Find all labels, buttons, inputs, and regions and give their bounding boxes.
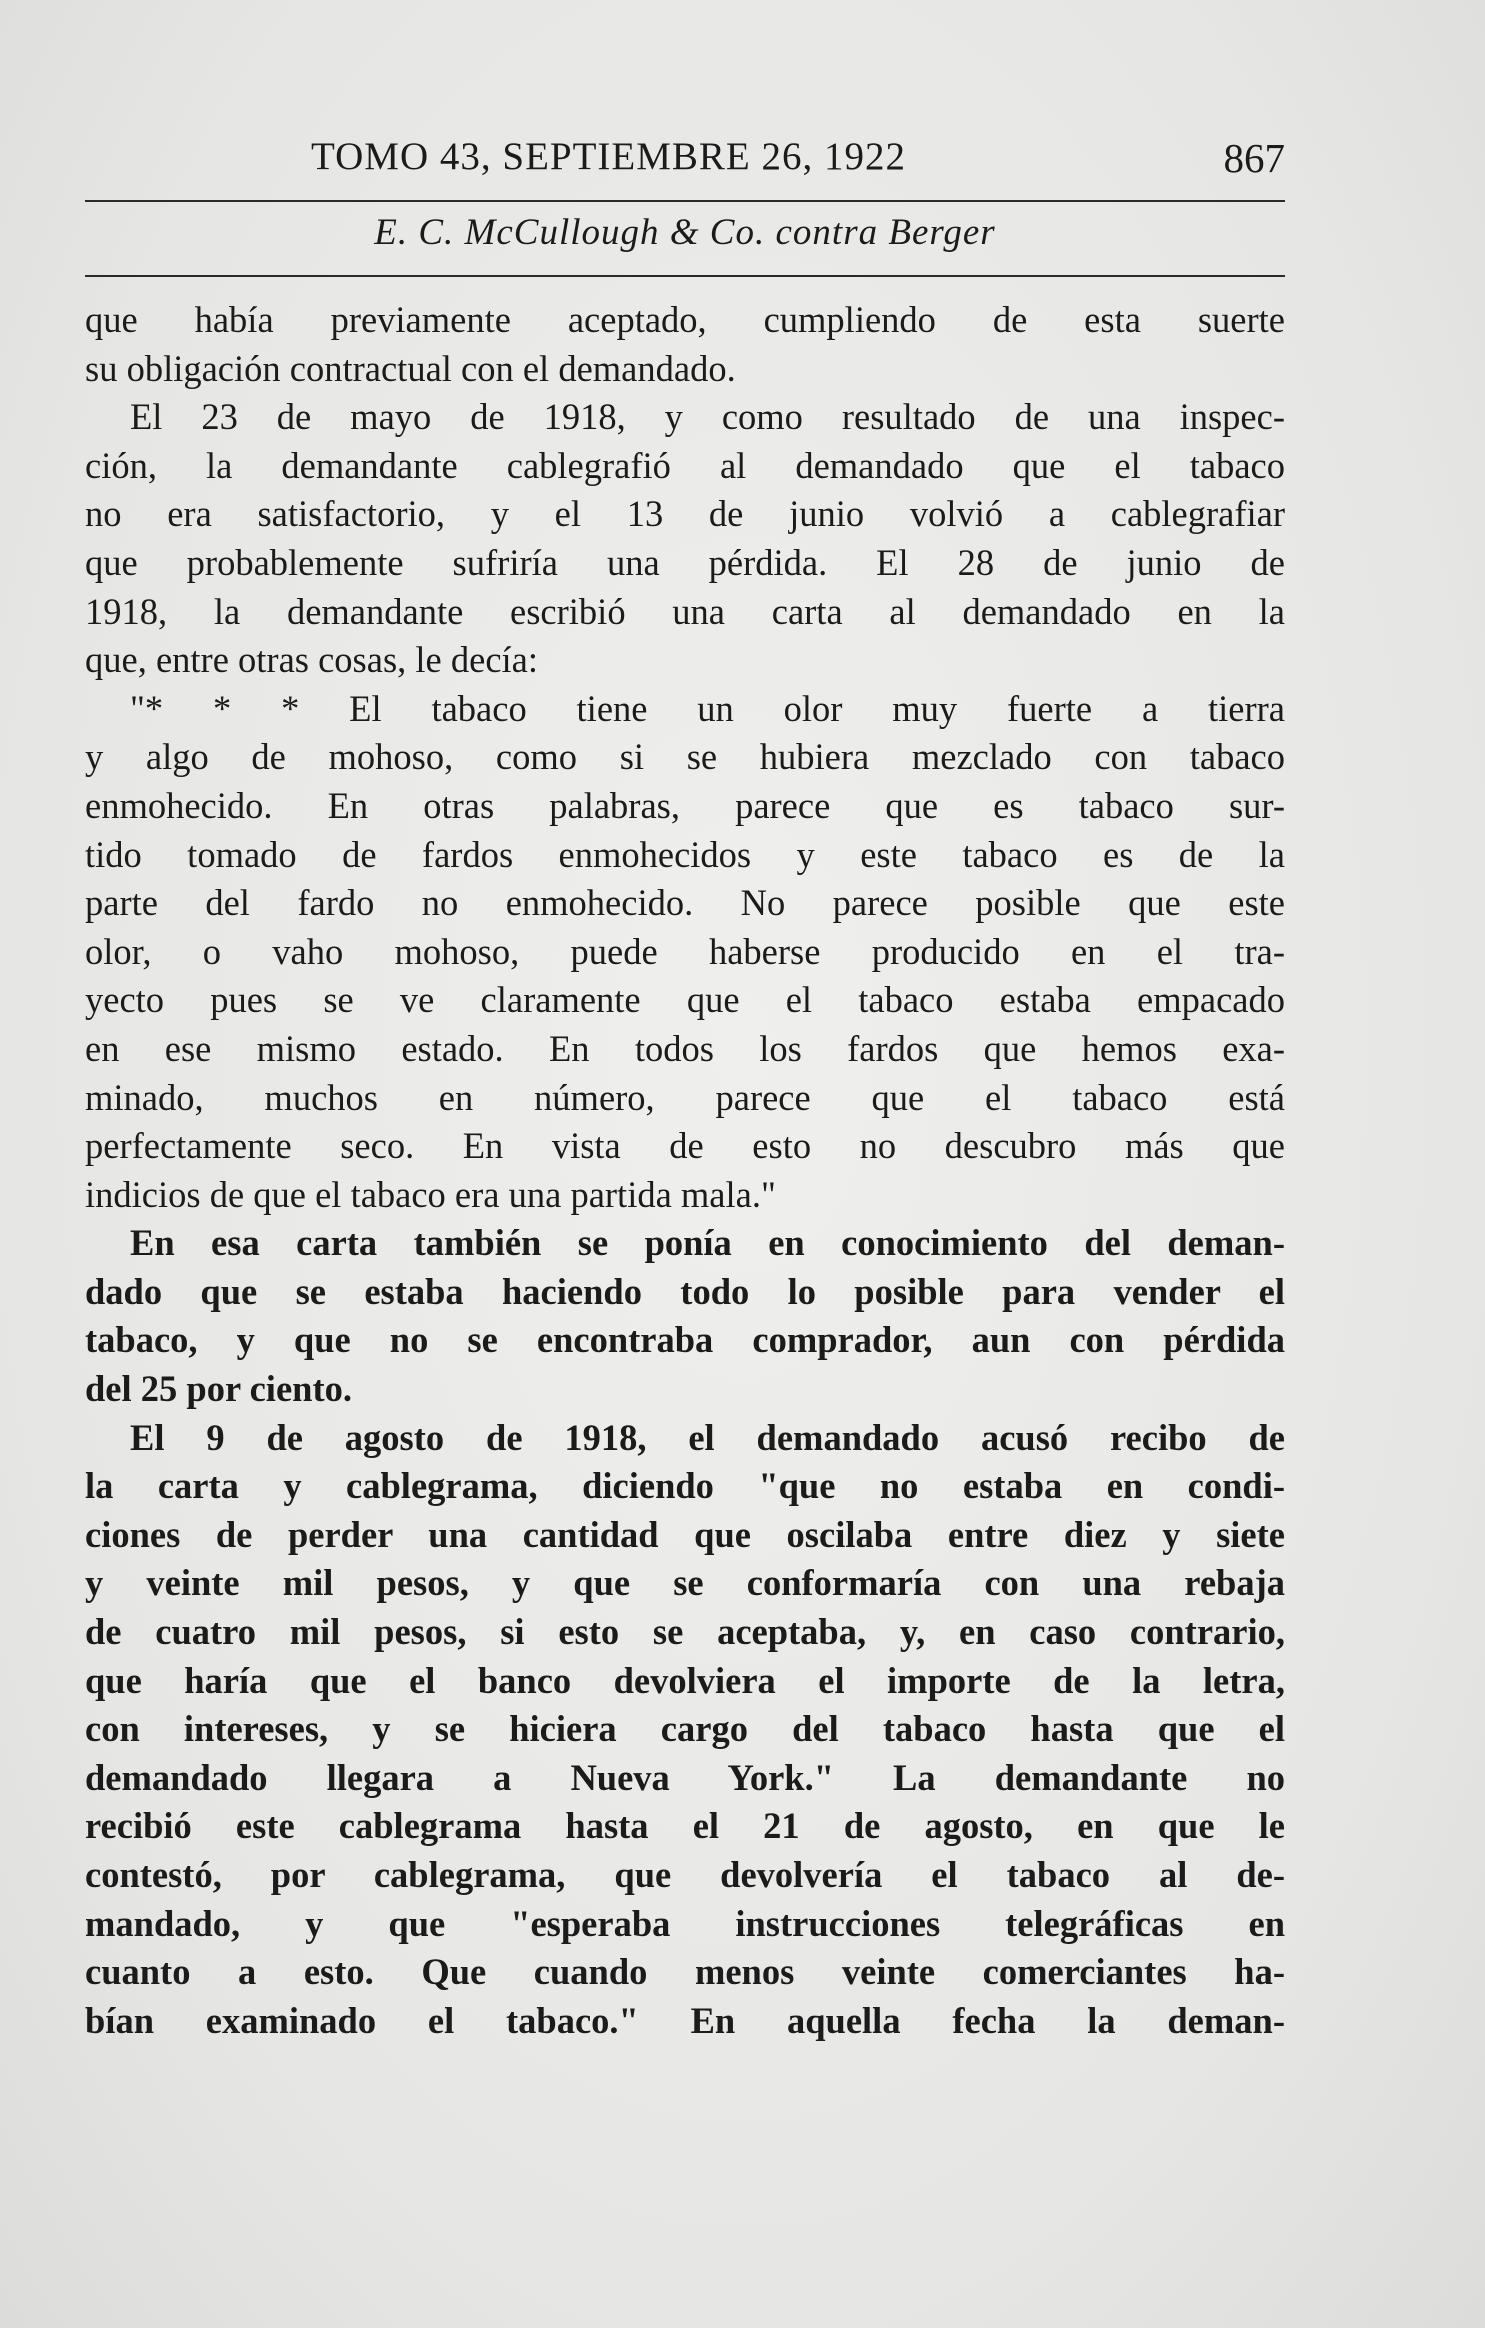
text-line: parte del fardo no enmohecido. No parece posible que este <box>85 882 1285 924</box>
text-line: su obligación contractual con el demandado. <box>85 347 736 389</box>
text-line: perfectamente seco. En vista de esto no descubro más que <box>85 1125 1285 1167</box>
text-line: El 23 de mayo de 1918, y como resultado de una inspec- <box>130 396 1285 438</box>
text-line: 1918, la demandante escribió una carta al demandado en la <box>85 590 1285 632</box>
text-line: minado, muchos en número, parece que el tabaco está <box>85 1076 1285 1118</box>
text-line: bían examinado el tabaco." En aquella fecha la deman- <box>85 1999 1285 2041</box>
text-line: en ese mismo estado. En todos los fardos que hemos exa- <box>85 1027 1285 1069</box>
text-line: la carta y cablegrama, diciendo "que no estaba en condi- <box>85 1465 1285 1507</box>
text-line: demandado llegara a Nueva York." La demandante no <box>85 1756 1285 1798</box>
page-header <box>85 126 1285 188</box>
text-line: contestó, por cablegrama, que devolvería el tabaco al de- <box>85 1854 1285 1895</box>
body-text <box>85 296 1285 2045</box>
running-title: TOMO 43, SEPTIEMBRE 26, 1922 <box>311 135 906 178</box>
text-line: y algo de mohoso, como si se hubiera mezclado con tabaco <box>85 736 1285 778</box>
text-line: con intereses, y se hiciera cargo del tabaco hasta que el <box>85 1708 1285 1750</box>
text-line: que haría que el banco devolviera el importe de la letra, <box>85 1659 1285 1701</box>
text-line: En esa carta también se ponía en conocimiento del deman- <box>130 1222 1285 1264</box>
header-rule-top <box>85 200 1285 202</box>
text-line: "* * * El tabaco tiene un olor muy fuerte a tierra <box>130 687 1285 729</box>
text-line: enmohecido. En otras palabras, parece que es tabaco sur- <box>85 784 1285 826</box>
case-title: E. C. McCullough & Co. contra Berger <box>374 212 996 253</box>
text-line: tido tomado de fardos enmohecidos y este tabaco es de la <box>85 833 1285 875</box>
page-number: 867 <box>1223 135 1285 181</box>
text-line: que había previamente aceptado, cumpliendo de esta suerte <box>85 299 1285 340</box>
text-line: olor, o vaho mohoso, puede haberse producido en el tra- <box>85 930 1285 972</box>
text-line: cuanto a esto. Que cuando menos veinte comerciantes ha- <box>85 1951 1285 1993</box>
text-line: yecto pues se ve claramente que el tabaco estaba empacado <box>85 979 1285 1021</box>
text-line: recibió este cablegrama hasta el 21 de agosto, en que le <box>85 1805 1285 1847</box>
text-line: no era satisfactorio, y el 13 de junio volvió a cablegrafiar <box>85 493 1285 535</box>
text-line: y veinte mil pesos, y que se conformaría con una rebaja <box>85 1562 1285 1604</box>
text-line: tabaco, y que no se encontraba comprador, aun con pérdida <box>85 1319 1285 1361</box>
text-line: del 25 por ciento. <box>85 1368 352 1410</box>
text-line: que probablemente sufriría una pérdida. El 28 de junio de <box>85 541 1285 583</box>
text-line: dado que se estaba haciendo todo lo posible para vender el <box>85 1270 1285 1312</box>
text-line: ción, la demandante cablegrafió al demandado que el tabaco <box>85 444 1285 486</box>
text-line: indicios de que el tabaco era una partida mala." <box>85 1173 776 1215</box>
text-line: El 9 de agosto de 1918, el demandado acusó recibo de <box>130 1416 1285 1458</box>
text-line: que, entre otras cosas, le decía: <box>85 639 539 681</box>
text-line: de cuatro mil pesos, si esto se aceptaba, y, en caso contrario, <box>85 1611 1285 1653</box>
header-rule-bottom <box>85 275 1285 277</box>
text-line: mandado, y que "esperaba instrucciones telegráficas en <box>85 1902 1285 1944</box>
text-line: ciones de perder una cantidad que oscilaba entre diez y siete <box>85 1513 1285 1555</box>
